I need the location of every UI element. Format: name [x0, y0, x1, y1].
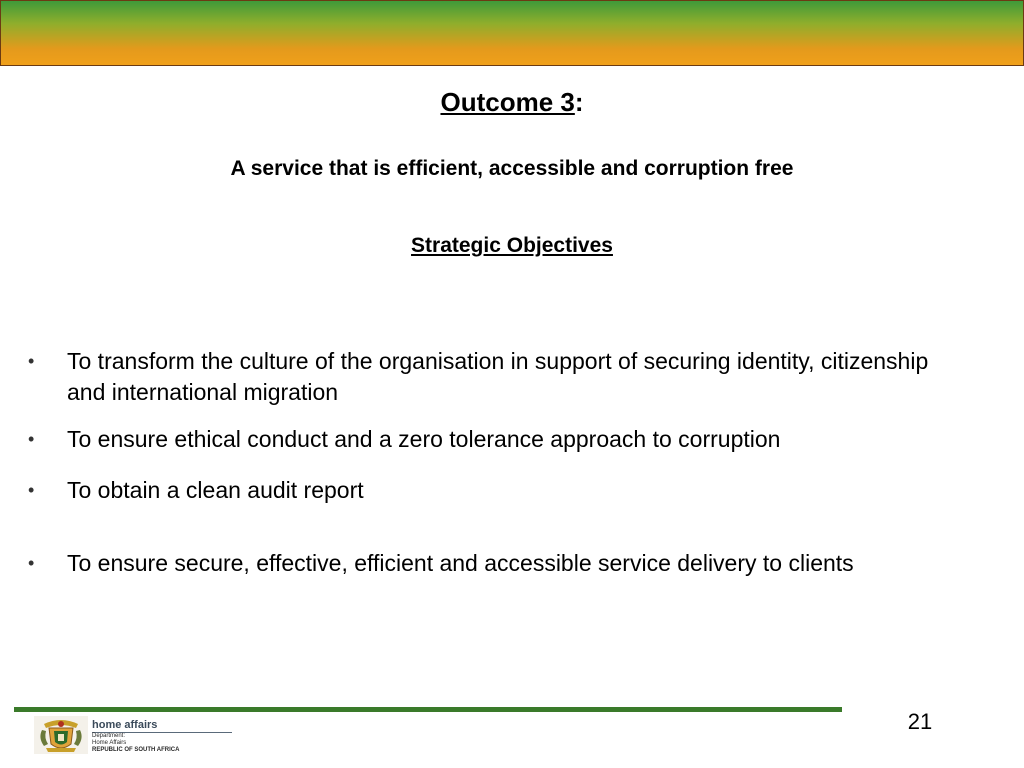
header-banner [0, 0, 1024, 66]
title-main: Outcome 3 [440, 87, 575, 117]
bullet-icon: • [28, 553, 35, 573]
section-heading: Strategic Objectives [411, 234, 613, 257]
logo-line-3: REPUBLIC OF SOUTH AFRICA [92, 747, 180, 753]
title-colon: : [574, 87, 584, 117]
list-item-text: To obtain a clean audit report [67, 477, 364, 503]
home-affairs-logo [34, 716, 224, 754]
list-item [28, 545, 968, 581]
list-item-text: To transform the culture of the organisation in support of securing identity, citizenship and international migration [67, 348, 929, 405]
bullet-icon: • [28, 351, 35, 371]
logo-line-2: Home Affairs [92, 740, 127, 746]
slide-title [0, 84, 1024, 120]
logo-text [92, 719, 232, 754]
coat-of-arms-icon [34, 716, 88, 754]
list-item [28, 475, 968, 506]
list-item-text: To ensure ethical conduct and a zero tolerance approach to corruption [67, 426, 781, 452]
list-item [28, 424, 968, 455]
bullet-icon: • [28, 480, 35, 500]
logo-line-1: Department: [92, 733, 126, 739]
list-item [28, 346, 968, 408]
page-number: 21 [907, 709, 933, 734]
list-item-text: To ensure secure, effective, efficient and accessible service delivery to clients [67, 550, 854, 576]
footer-divider [14, 707, 842, 712]
slide-subtitle: A service that is efficient, accessible and corruption free [230, 157, 794, 180]
logo-name: home affairs [92, 719, 232, 733]
bullet-icon: • [28, 429, 35, 449]
